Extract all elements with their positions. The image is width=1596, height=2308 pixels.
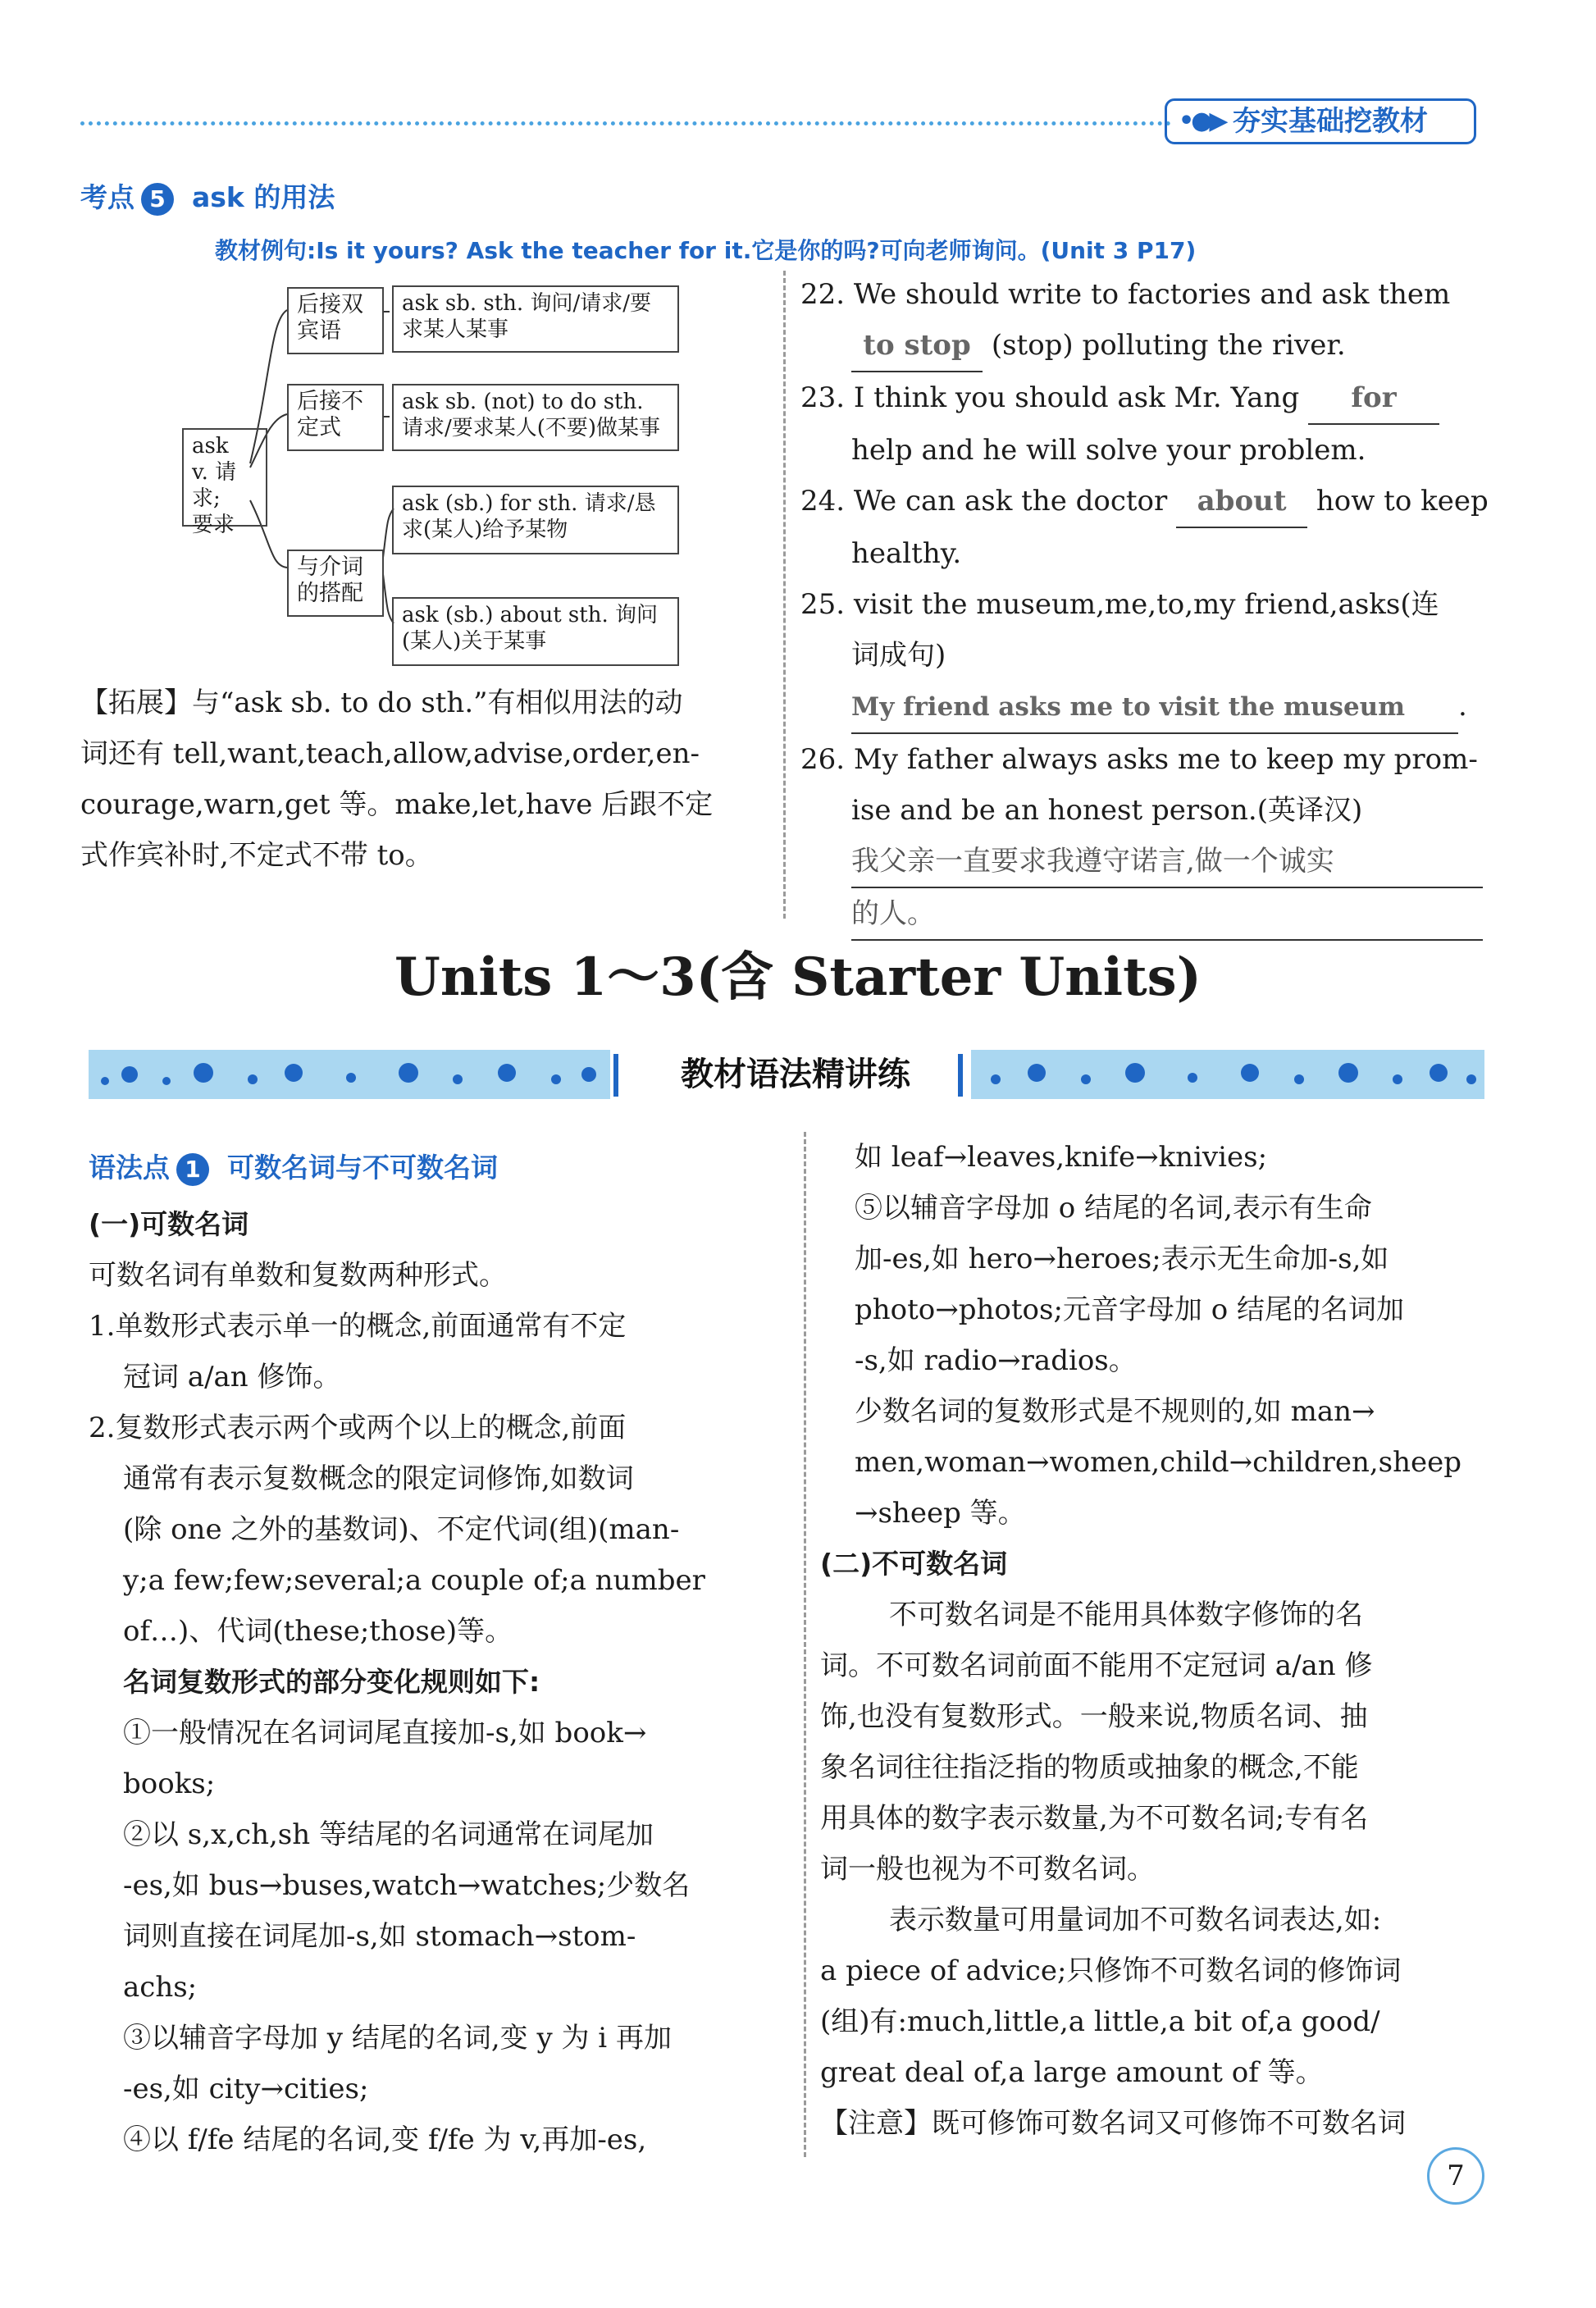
grammar-line: (二)不可数名词: [820, 1548, 1008, 1580]
grammar-number-badge: 1: [176, 1153, 209, 1186]
exercise-line: 23. I think you should ask Mr. Yang: [800, 381, 1300, 414]
grammar-line: of…)、代词(these;those)等。: [123, 1615, 513, 1648]
grammar-line: (组)有:much,little,a little,a bit of,a good/: [820, 2005, 1380, 2038]
answer-blank: to stop: [851, 320, 983, 372]
extension-line: 【拓展】与“ask sb. to do sth.”有相似用法的动: [80, 686, 683, 719]
extension-note: [80, 677, 777, 881]
grammar-line: 通常有表示复数概念的限定词修饰,如数词: [123, 1462, 634, 1495]
exercise-line: how to keep: [1316, 485, 1489, 518]
grammar-line: 词。不可数名词前面不能用不定冠词 a/an 修: [820, 1649, 1373, 1682]
point-title: ask 的用法: [192, 181, 335, 213]
grammar-line: ②以 s,x,ch,sh 等结尾的名词通常在词尾加: [123, 1818, 654, 1851]
answer-blank: 我父亲一直要求我遵守诺言,做一个诚实: [851, 836, 1483, 888]
mindmap-item: ask sb. sth. 询问/请求/要求某人某事: [392, 285, 679, 353]
grammar-line: 如 leaf→leaves,knife→knivies;: [855, 1141, 1268, 1174]
grammar-line: achs;: [123, 1971, 198, 2004]
mindmap-item: ask (sb.) about sth. 询问(某人)关于某事: [392, 597, 679, 666]
exercise-line: 24. We can ask the doctor: [800, 485, 1168, 518]
mindmap-item: ask sb. (not) to do sth. 请求/要求某人(不要)做某事: [392, 384, 679, 451]
exercise-list: 22. We should write to factories and ask them to stop (stop) polluting the river. 23. I think you should ask Mr. Yang for help and he will solve your problem. 24. We can ask the doctor about how to keep healthy. 25. visit the museum,me,to,my friend,asks(连 词成句) My friend asks me to visit the museum . 26. My father always asks me to keep my prom- ise and be an honest person.(英译汉) 我父亲一直要求我遵守诺言,做一个诚实 的人。: [800, 269, 1506, 941]
grammar-line: (一)可数名词: [89, 1208, 249, 1240]
grammar-line: -s,如 radio→radios。: [855, 1344, 1137, 1377]
grammar-line: men,woman→women,child→children,sheep: [855, 1446, 1461, 1479]
extension-line: 词还有 tell,want,teach,allow,advise,order,en-: [80, 737, 700, 770]
exercise-line: (stop) polluting the river.: [991, 329, 1346, 362]
exercise-line: 25. visit the museum,me,to,my friend,asks(连: [800, 588, 1439, 621]
mindmap-group: 与介词的搭配: [287, 550, 384, 617]
answer-blank: 的人。: [851, 888, 1483, 941]
grammar-line: a piece of advice;只修饰不可数名词的修饰词: [820, 1955, 1402, 1987]
grammar-line: 冠词 a/an 修饰。: [123, 1361, 341, 1393]
mindmap-group: 后接双宾语: [287, 287, 384, 354]
banner-bar: [958, 1054, 963, 1097]
extension-line: courage,warn,get 等。make,let,have 后跟不定: [80, 788, 714, 821]
banner-bar: [613, 1054, 618, 1097]
grammar-line: 词则直接在词尾加-s,如 stomach→stom-: [123, 1920, 636, 1953]
grammar-line: 不可数名词是不能用具体数字修饰的名: [889, 1599, 1363, 1631]
exercise-line: help and he will solve your problem.: [851, 434, 1366, 467]
grammar-right-column: [820, 1132, 1509, 2149]
answer-blank: My friend asks me to visit the museum: [851, 682, 1458, 734]
exercise-line: ise and be an honest person.(英译汉): [851, 794, 1363, 827]
exercise-line: 22. We should write to factories and ask them: [800, 278, 1451, 311]
grammar-line: 用具体的数字表示数量,为不可数名词;专有名: [820, 1802, 1369, 1835]
grammar-line: →sheep 等。: [855, 1497, 1026, 1530]
unit-title: Units 1～3(含 Starter Units): [394, 946, 1202, 1008]
answer-blank: for: [1308, 372, 1439, 425]
answer-blank: about: [1176, 476, 1307, 528]
header-tag: [1165, 98, 1476, 144]
grammar-line: 1.单数形式表示单一的概念,前面通常有不定: [89, 1310, 627, 1343]
grammar-line: books;: [123, 1767, 216, 1800]
grammar-line: ④以 f/fe 结尾的名词,变 f/fe 为 v,再加-es,: [123, 2123, 647, 2156]
grammar-line: 词一般也视为不可数名词。: [820, 1853, 1155, 1886]
grammar-left-column: [89, 1199, 794, 2165]
mindmap-root-word: ask: [192, 434, 229, 458]
mindmap-root: [182, 428, 267, 537]
exercise-line: 词成句): [851, 639, 946, 672]
grammar-line: 可数名词有单数和复数两种形式。: [89, 1259, 507, 1292]
grammar-line: 象名词往往指泛指的物质或抽象的概念,不能: [820, 1751, 1359, 1784]
grammar-line: -es,如 bus→buses,watch→watches;少数名: [123, 1869, 691, 1902]
column-divider: [783, 271, 786, 919]
grammar-line: ①一般情况在名词词尾直接加-s,如 book→: [123, 1717, 647, 1749]
page-number: 7: [1427, 2147, 1484, 2205]
grammar-line: 2.复数形式表示两个或两个以上的概念,前面: [89, 1412, 627, 1444]
grammar-line: 表示数量可用量词加不可数名词表达,如:: [889, 1904, 1382, 1936]
grammar-label: 语法点: [89, 1152, 170, 1184]
mindmap-item: ask (sb.) for sth. 请求/恳求(某人)给予某物: [392, 486, 679, 554]
header-dotted-rule: [80, 121, 1171, 125]
banner-title: 教材语法精讲练: [681, 1056, 910, 1093]
point-number-badge: 5: [141, 183, 174, 216]
extension-line: 式作宾补时,不定式不带 to。: [80, 839, 433, 872]
grammar-line: 【注意】既可修饰可数名词又可修饰不可数名词: [820, 2107, 1406, 2140]
grammar-line: -es,如 city→cities;: [123, 2073, 369, 2105]
mindmap-group: 后接不定式: [287, 384, 384, 451]
grammar-line: ③以辅音字母加 y 结尾的名词,变 y 为 i 再加: [123, 2022, 672, 2055]
banner-stars-right-icon: [971, 1050, 1484, 1099]
grammar-line: photo→photos;元音字母加 o 结尾的名词加: [855, 1293, 1405, 1326]
grammar-line: 加-es,如 hero→heroes;表示无生命加-s,如: [855, 1243, 1389, 1275]
header-tag-text: 夯实基础挖教材: [1233, 105, 1428, 138]
mindmap-root-meaning: 要求: [192, 513, 235, 537]
grammar-heading: [89, 1147, 498, 1186]
grammar-title: 可数名词与不可数名词: [227, 1152, 498, 1184]
grammar-line: (除 one 之外的基数词)、不定代词(组)(man-: [123, 1513, 680, 1546]
grammar-line: 少数名词的复数形式是不规则的,如 man→: [855, 1395, 1375, 1428]
header-arrow-icon: •●▶: [1179, 107, 1225, 135]
example-sentence: 教材例句:Is it yours? Ask the teacher for it.它是你的吗?可向老师询问。(Unit 3 P17): [215, 237, 1197, 264]
grammar-line: 饰,也没有复数形式。一般来说,物质名词、抽: [820, 1700, 1368, 1733]
mindmap-root-pos: v. 请求;: [192, 460, 237, 511]
exercise-line: healthy.: [851, 537, 962, 570]
grammar-line: ⑤以辅音字母加 o 结尾的名词,表示有生命: [855, 1192, 1372, 1225]
column-divider: [804, 1132, 806, 2157]
point-label: 考点: [80, 181, 135, 213]
grammar-line: great deal of,a large amount of 等。: [820, 2056, 1324, 2089]
exercise-line: 26. My father always asks me to keep my prom-: [800, 743, 1478, 776]
grammar-line: y;a few;few;several;a couple of;a number: [123, 1564, 705, 1597]
grammar-line: 名词复数形式的部分变化规则如下:: [123, 1666, 540, 1698]
point-heading: [80, 176, 335, 216]
banner-stars-left-icon: [89, 1050, 610, 1099]
